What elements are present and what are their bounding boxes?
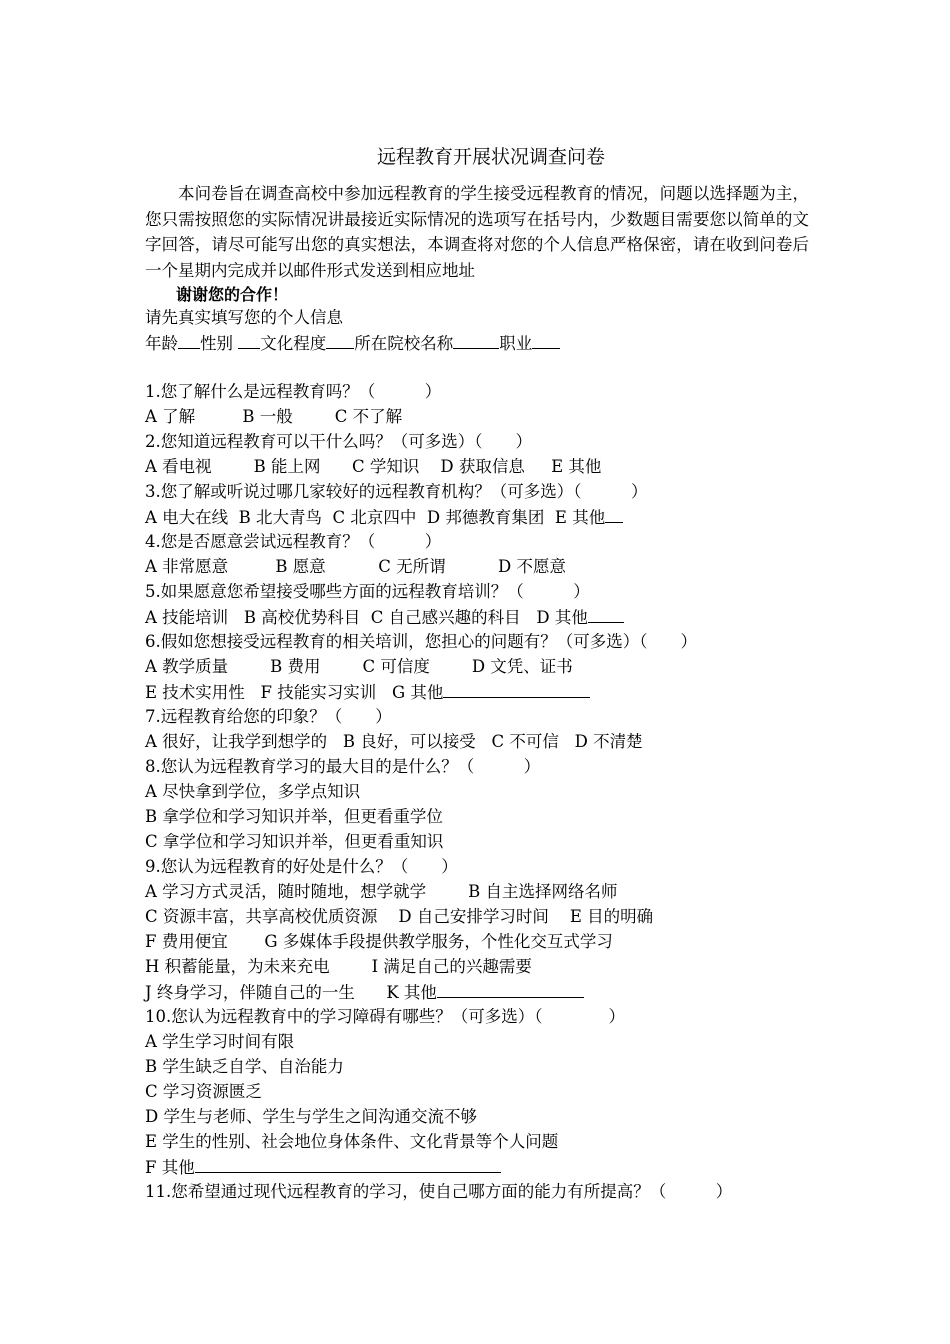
question-4-options	[145, 555, 566, 580]
option-a[interactable]: A 看电视	[145, 457, 212, 476]
option-a[interactable]: A 非常愿意	[145, 557, 229, 576]
age-blank[interactable]	[178, 331, 200, 349]
personal-info-heading: 请先真实填写您的个人信息	[145, 308, 343, 327]
option-b[interactable]: B 愿意	[275, 557, 326, 576]
option-c[interactable]: C 北京四中	[332, 508, 417, 527]
option-h[interactable]: H 积蓄能量，为未来充电	[145, 957, 330, 976]
option-d[interactable]: D 邦德教育集团	[426, 508, 545, 527]
question-6: 6.假如您想接受远程教育的相关培训，您担心的问题有？（可多选）（ ）	[145, 632, 697, 651]
option-c[interactable]: C 不可信	[491, 732, 559, 751]
option-f[interactable]: F 费用便宜	[145, 932, 228, 951]
option-e[interactable]: E 目的明确	[569, 907, 654, 926]
option-d[interactable]: D 自己安排学习时间	[398, 907, 549, 926]
option-e[interactable]: E 其他	[551, 457, 602, 476]
option-d[interactable]: D 不愿意	[498, 557, 567, 576]
option-b[interactable]: B 自主选择网络名师	[468, 882, 618, 901]
age-label: 年龄	[145, 334, 178, 353]
option-a[interactable]: A 尽快拿到学位，多学点知识	[145, 782, 361, 801]
option-b[interactable]: B 拿学位和学习知识并举，但更看重学位	[145, 807, 443, 826]
question-9-options-row2	[145, 905, 653, 930]
option-a[interactable]: A 了解	[145, 407, 196, 426]
thanks-note: 谢谢您的合作！	[176, 285, 289, 304]
question-4: 4.您是否愿意尝试远程教育？（ ）	[145, 532, 442, 551]
option-f[interactable]: F 技能实习实训	[260, 683, 377, 702]
option-c[interactable]: C 自己感兴趣的科目	[370, 608, 521, 627]
school-label: 所在院校名称	[354, 334, 454, 353]
option-a[interactable]: A 电大在线	[145, 508, 229, 527]
option-b[interactable]: B 学生缺乏自学、自治能力	[145, 1057, 344, 1076]
option-k[interactable]: K 其他	[386, 983, 437, 1002]
option-d[interactable]: D 其他	[536, 608, 588, 627]
option-b[interactable]: B 能上网	[253, 457, 321, 476]
other-blank[interactable]	[588, 605, 624, 623]
option-c[interactable]: C 资源丰富，共享高校优质资源	[145, 907, 378, 926]
option-c[interactable]: C 学知识	[352, 457, 420, 476]
option-a[interactable]: A 很好，让我学到想学的	[145, 732, 328, 751]
education-label: 文化程度	[260, 334, 327, 353]
gender-label: 性别	[200, 334, 233, 353]
option-g[interactable]: G 多媒体手段提供教学服务，个性化交互式学习	[264, 932, 613, 951]
question-9-options-row5	[145, 980, 584, 1006]
question-6-options-row1	[145, 655, 573, 680]
question-7: 7.远程教育给您的印象？（ ）	[145, 707, 392, 726]
option-d[interactable]: D 获取信息	[440, 457, 525, 476]
question-1: 1.您了解什么是远程教育吗？（ ）	[145, 382, 442, 401]
option-a[interactable]: A 技能培训	[145, 608, 229, 627]
other-blank[interactable]	[605, 505, 623, 523]
option-e[interactable]: E 技术实用性	[145, 683, 245, 702]
option-b[interactable]: B 高校优势科目	[243, 608, 361, 627]
option-a[interactable]: A 学习方式灵活，随时随地，想学就学	[145, 882, 427, 901]
option-e[interactable]: E 学生的性别、社会地位身体条件、文化背景等个人问题	[145, 1132, 559, 1151]
question-10: 10.您认为远程教育中的学习障碍有哪些？（可多选）（ ）	[145, 1007, 625, 1026]
job-blank[interactable]	[532, 331, 560, 349]
question-9-options-row3	[145, 930, 613, 955]
option-g[interactable]: G 其他	[392, 683, 444, 702]
option-a[interactable]: A 教学质量	[145, 657, 229, 676]
question-9-options-row1	[145, 880, 618, 905]
job-label: 职业	[499, 334, 533, 353]
option-d[interactable]: D 不清楚	[574, 732, 643, 751]
option-d[interactable]: D 文凭、证书	[471, 657, 573, 676]
other-blank[interactable]	[443, 680, 590, 698]
question-5: 5.如果愿意您希望接受哪些方面的远程教育培训？（ ）	[145, 582, 590, 601]
question-3-options	[145, 505, 623, 531]
question-9-options-row4	[145, 955, 532, 980]
option-i[interactable]: I 满足自己的兴趣需要	[371, 957, 532, 976]
option-b[interactable]: B 一般	[242, 407, 293, 426]
option-d[interactable]: D 学生与老师、学生与学生之间沟通交流不够	[145, 1107, 477, 1126]
option-b[interactable]: B 北大青鸟	[238, 508, 323, 527]
option-b[interactable]: B 良好，可以接受	[342, 732, 476, 751]
question-5-options	[145, 605, 624, 631]
option-a[interactable]: A 学生学习时间有限	[145, 1032, 295, 1051]
option-c[interactable]: C 拿学位和学习知识并举，但更看重知识	[145, 832, 444, 851]
question-10-option-f	[145, 1155, 501, 1181]
page-title: 远程教育开展状况调查问卷	[376, 146, 605, 168]
personal-info-fields	[145, 331, 560, 357]
question-6-options-row2	[145, 680, 590, 706]
option-e[interactable]: E 其他	[554, 508, 606, 527]
option-b[interactable]: B 费用	[270, 657, 321, 676]
option-c[interactable]: C 不了解	[334, 407, 403, 426]
education-blank[interactable]	[326, 331, 354, 349]
option-c[interactable]: C 学习资源匮乏	[145, 1082, 262, 1101]
option-f[interactable]: F 其他	[145, 1158, 195, 1177]
option-c[interactable]: C 可信度	[362, 657, 430, 676]
school-blank[interactable]	[453, 331, 499, 349]
question-11: 11.您希望通过现代远程教育的学习，使自己哪方面的能力有所提高？（ ）	[145, 1182, 733, 1201]
question-2-options	[145, 455, 601, 480]
question-9: 9.您认为远程教育的好处是什么？（ ）	[145, 857, 458, 876]
question-2: 2.您知道远程教育可以干什么吗？（可多选）（ ）	[145, 432, 532, 451]
option-j[interactable]: J 终身学习，伴随自己的一生	[145, 983, 355, 1002]
other-blank[interactable]	[195, 1155, 501, 1173]
question-8: 8.您认为远程教育学习的最大目的是什么？（ ）	[145, 757, 541, 776]
gender-blank[interactable]	[238, 331, 260, 349]
question-3: 3.您了解或听说过哪几家较好的远程教育机构？（可多选）（ ）	[145, 482, 648, 501]
other-blank[interactable]	[437, 980, 584, 998]
question-1-options	[145, 405, 402, 430]
option-c[interactable]: C 无所谓	[378, 557, 446, 576]
question-7-options	[145, 730, 643, 755]
intro-paragraph: 本问卷旨在调查高校中参加远程教育的学生接受远程教育的情况，问题以选择题为主，您只需按照您的实际情况讲最接近实际情况的选项写在括号内，少数题目需要您以简单的文字回答，请尽可能写出您的真实想法，本调查将对您的个人信息严格保密，请在收到问卷后一个星期内完成并以邮件形式发送到相应地址	[145, 184, 809, 280]
